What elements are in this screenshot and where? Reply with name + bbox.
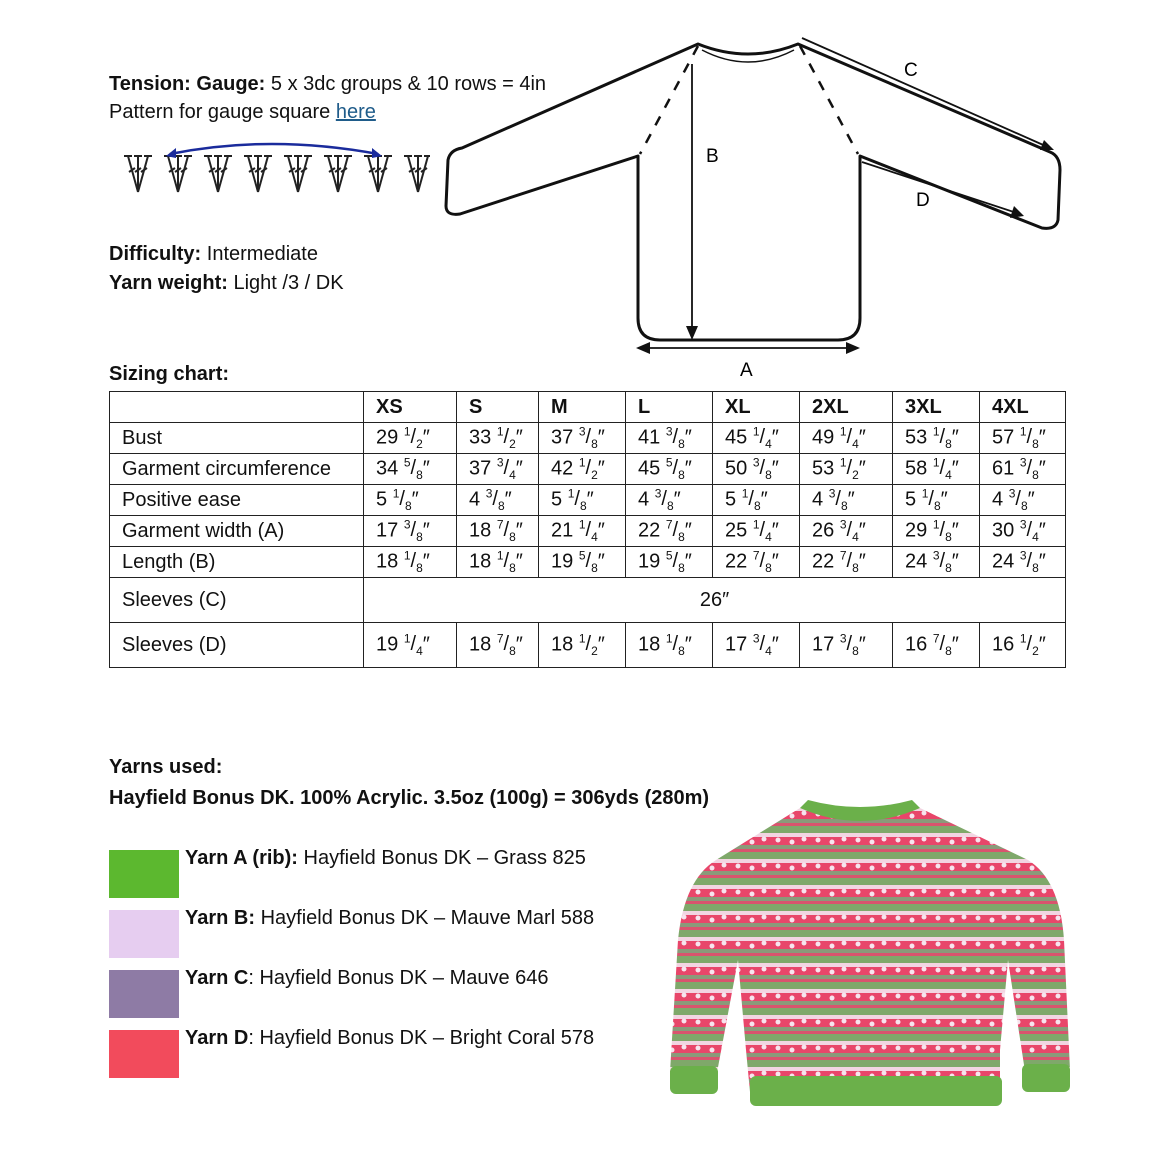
whole: 25	[725, 519, 748, 542]
sizing-title	[109, 360, 229, 388]
numerator: 5	[665, 455, 673, 470]
numerator: 5	[665, 548, 673, 563]
size-cell: 18 $^7/_8''$	[457, 623, 539, 668]
size-cell: 53 $^1/_2''$	[800, 454, 893, 485]
size-header: 3XL	[893, 392, 980, 423]
numerator: 1	[403, 424, 411, 439]
denominator: 8	[416, 468, 423, 483]
numerator: 1	[403, 631, 411, 646]
size-cell: 34 $^5/_8''$	[364, 454, 457, 485]
size-header: 4XL	[980, 392, 1066, 423]
yarn-weight-value: Light /3 / DK	[233, 272, 344, 294]
denominator: 8	[933, 499, 941, 514]
numerator: 3	[485, 486, 493, 501]
size-cell: 25 $^1/_4''$	[713, 516, 800, 547]
size-cell: 5 $^1/_8''$	[713, 485, 800, 516]
denominator: 4	[591, 530, 598, 545]
whole: 21	[551, 519, 574, 542]
size-cell: 21 $^1/_4''$	[539, 516, 626, 547]
size-header: S	[457, 392, 539, 423]
denominator: 2	[1032, 644, 1039, 659]
yarn-item	[185, 1024, 594, 1052]
size-cell: 16 $^7/_8''$	[893, 623, 980, 668]
denominator: 8	[765, 561, 772, 576]
size-cell: 19 $^1/_4''$	[364, 623, 457, 668]
size-cell: 19 $^5/_8''$	[539, 547, 626, 578]
whole: 29	[905, 519, 928, 542]
numerator: 1	[1019, 631, 1027, 646]
yarn-label: Yarn D	[185, 1027, 249, 1049]
size-cell: 24 $^3/_8''$	[980, 547, 1066, 578]
numerator: 1	[496, 548, 504, 563]
gauge-pattern-line	[109, 98, 376, 126]
numerator: 7	[496, 631, 504, 646]
whole: 45	[725, 426, 748, 449]
denominator: 8	[678, 561, 685, 576]
size-cell: 17 $^3/_4''$	[713, 623, 800, 668]
stitch-chart-icon	[120, 138, 430, 198]
size-cell: 4 $^3/_8''$	[800, 485, 893, 516]
size-cell: 29 $^1/_2''$	[364, 423, 457, 454]
whole: 4	[469, 488, 481, 511]
denominator: 8	[678, 437, 685, 452]
size-cell: 5 $^1/_8''$	[893, 485, 980, 516]
size-cell: 45 $^5/_8''$	[626, 454, 713, 485]
size-cell: 17 $^3/_8''$	[364, 516, 457, 547]
denominator: 8	[1032, 437, 1039, 452]
whole: 24	[905, 550, 928, 573]
size-cell: 37 $^3/_4''$	[457, 454, 539, 485]
diagram-label-d: D	[916, 190, 930, 211]
numerator: 3	[665, 424, 673, 439]
numerator: 3	[752, 455, 760, 470]
whole: 24	[992, 550, 1015, 573]
numerator: 7	[932, 631, 940, 646]
whole: 4	[992, 488, 1004, 511]
gauge-value: 5 x 3dc groups & 10 rows = 4in	[270, 73, 547, 95]
row-label: Garment circumference	[110, 454, 364, 485]
yarns-subtitle	[109, 784, 709, 812]
numerator: 1	[741, 486, 749, 501]
numerator: 1	[839, 424, 847, 439]
whole: 53	[812, 457, 835, 480]
numerator: 5	[403, 455, 411, 470]
gauge-label: Gauge:	[196, 73, 266, 95]
size-header-row	[110, 392, 1066, 423]
denominator: 4	[416, 644, 423, 659]
diagram-label-a: A	[740, 360, 753, 381]
whole: 16	[992, 633, 1015, 656]
whole: 18	[551, 633, 574, 656]
numerator: 3	[1019, 517, 1027, 532]
numerator: 3	[839, 517, 847, 532]
whole: 5	[905, 488, 917, 511]
numerator: 3	[578, 424, 586, 439]
whole: 58	[905, 457, 928, 480]
size-cell: 18 $^1/_2''$	[539, 623, 626, 668]
numerator: 1	[392, 486, 400, 501]
size-cell: 22 $^7/_8''$	[713, 547, 800, 578]
denominator: 4	[1032, 530, 1039, 545]
yarn-desc: Hayfield Bonus DK – Mauve Marl 588	[255, 907, 595, 929]
whole: 17	[812, 633, 835, 656]
size-cell: 58 $^1/_4''$	[893, 454, 980, 485]
size-cell: 37 $^3/_8''$	[539, 423, 626, 454]
denominator: 8	[852, 644, 859, 659]
numerator: 1	[1019, 424, 1027, 439]
denominator: 2	[852, 468, 859, 483]
size-cell: 33 $^1/_2''$	[457, 423, 539, 454]
whole: 37	[469, 457, 492, 480]
denominator: 8	[840, 499, 848, 514]
whole: 4	[638, 488, 650, 511]
size-cell: 42 $^1/_2''$	[539, 454, 626, 485]
yarn-item	[185, 964, 549, 992]
denominator: 8	[945, 437, 952, 452]
denominator: 4	[945, 468, 952, 483]
denominator: 8	[765, 468, 772, 483]
size-cell: 53 $^1/_8''$	[893, 423, 980, 454]
denominator: 8	[753, 499, 761, 514]
size-cell: 41 $^3/_8''$	[626, 423, 713, 454]
numerator: 1	[496, 424, 504, 439]
sweater-diagram	[430, 30, 1070, 390]
row-label: Length (B)	[110, 547, 364, 578]
yarn-label: Yarn A (rib):	[185, 847, 298, 869]
whole: 34	[376, 457, 399, 480]
whole: 26	[812, 519, 835, 542]
row-label: Bust	[110, 423, 364, 454]
numerator: 3	[1008, 486, 1016, 501]
numerator: 1	[752, 424, 760, 439]
tension-label: Tension:	[109, 73, 191, 95]
whole: 19	[376, 633, 399, 656]
whole: 17	[725, 633, 748, 656]
denominator: 4	[765, 437, 772, 452]
size-header: XS	[364, 392, 457, 423]
table-row	[110, 423, 1066, 454]
numerator: 1	[567, 486, 575, 501]
whole: 18	[469, 550, 492, 573]
whole: 5	[725, 488, 737, 511]
numerator: 1	[839, 455, 847, 470]
whole: 29	[376, 426, 399, 449]
denominator: 4	[852, 530, 859, 545]
whole: 19	[638, 550, 661, 573]
yarn-item	[185, 844, 586, 872]
table-row	[110, 454, 1066, 485]
denominator: 4	[509, 468, 516, 483]
table-row	[110, 547, 1066, 578]
denominator: 8	[1032, 561, 1039, 576]
yarn-swatch	[109, 970, 179, 1018]
size-cell: 50 $^3/_8''$	[713, 454, 800, 485]
numerator: 3	[1019, 548, 1027, 563]
whole: 18	[469, 519, 492, 542]
denominator: 8	[945, 644, 952, 659]
table-row	[110, 485, 1066, 516]
numerator: 7	[665, 517, 673, 532]
gauge-pattern-link[interactable]: here	[335, 101, 376, 123]
yarn-swatch	[109, 910, 179, 958]
whole: 50	[725, 457, 748, 480]
difficulty-line	[109, 240, 318, 268]
numerator: 5	[578, 548, 586, 563]
size-cell: 22 $^7/_8''$	[800, 547, 893, 578]
denominator: 4	[765, 644, 772, 659]
size-cell: 30 $^3/_4''$	[980, 516, 1066, 547]
denominator: 2	[509, 437, 516, 452]
size-cell: 17 $^3/_8''$	[800, 623, 893, 668]
numerator: 7	[496, 517, 504, 532]
difficulty-value: Intermediate	[206, 243, 318, 265]
denominator: 8	[852, 561, 859, 576]
denominator: 8	[579, 499, 587, 514]
sizing-table	[109, 391, 1066, 668]
numerator: 3	[403, 517, 411, 532]
yarn-desc: Hayfield Bonus DK – Grass 825	[297, 847, 586, 869]
whole: 16	[905, 633, 928, 656]
whole: 4	[812, 488, 824, 511]
denominator: 4	[852, 437, 859, 452]
numerator: 1	[578, 455, 586, 470]
row-label: Sleeves (C)	[110, 578, 364, 623]
size-cell: 16 $^1/_2''$	[980, 623, 1066, 668]
yarn-item	[185, 904, 594, 932]
table-row	[110, 516, 1066, 547]
denominator: 8	[678, 468, 685, 483]
numerator: 3	[654, 486, 662, 501]
numerator: 1	[752, 517, 760, 532]
yarn-weight-line	[109, 269, 344, 297]
size-cell: 26 $^3/_4''$	[800, 516, 893, 547]
yarn-desc: : Hayfield Bonus DK – Mauve 646	[248, 967, 549, 989]
whole: 22	[638, 519, 661, 542]
numerator: 1	[932, 424, 940, 439]
table-row-sleeves-c	[110, 578, 1066, 623]
denominator: 8	[945, 530, 952, 545]
whole: 33	[469, 426, 492, 449]
size-cell: 45 $^1/_4''$	[713, 423, 800, 454]
corner-cell	[110, 392, 364, 423]
numerator: 1	[578, 517, 586, 532]
denominator: 8	[678, 644, 685, 659]
whole: 18	[376, 550, 399, 573]
difficulty-label: Difficulty:	[109, 243, 202, 265]
denominator: 8	[678, 530, 685, 545]
numerator: 3	[828, 486, 836, 501]
denominator: 8	[591, 561, 598, 576]
diagram-label-c: C	[904, 60, 918, 81]
denominator: 8	[416, 530, 423, 545]
gauge-pattern-text: Pattern for gauge square	[109, 101, 336, 123]
denominator: 2	[591, 644, 598, 659]
table-row-sleeves-d	[110, 623, 1066, 668]
sweater-photo	[650, 800, 1070, 1130]
whole: 19	[551, 550, 574, 573]
sleeves-c-value: 26″	[364, 578, 1066, 623]
yarns-title-text: Yarns used:	[109, 756, 223, 778]
size-cell: 18 $^1/_8''$	[457, 547, 539, 578]
size-cell: 4 $^3/_8''$	[626, 485, 713, 516]
whole: 53	[905, 426, 928, 449]
size-cell: 57 $^1/_8''$	[980, 423, 1066, 454]
whole: 30	[992, 519, 1015, 542]
numerator: 3	[839, 631, 847, 646]
whole: 18	[638, 633, 661, 656]
whole: 5	[551, 488, 563, 511]
size-header: XL	[713, 392, 800, 423]
size-cell: 18 $^7/_8''$	[457, 516, 539, 547]
numerator: 1	[578, 631, 586, 646]
denominator: 2	[591, 468, 598, 483]
denominator: 8	[404, 499, 412, 514]
yarn-desc: : Hayfield Bonus DK – Bright Coral 578	[248, 1027, 595, 1049]
size-cell: 18 $^1/_8''$	[364, 547, 457, 578]
sizing-title-text: Sizing chart:	[109, 363, 230, 385]
yarn-weight-label: Yarn weight:	[109, 272, 228, 294]
size-header: L	[626, 392, 713, 423]
size-cell: 5 $^1/_8''$	[364, 485, 457, 516]
size-header: 2XL	[800, 392, 893, 423]
denominator: 8	[591, 437, 598, 452]
yarn-label: Yarn C	[185, 967, 249, 989]
denominator: 8	[666, 499, 674, 514]
diagram-label-b: B	[706, 146, 719, 167]
numerator: 1	[932, 455, 940, 470]
numerator: 3	[752, 631, 760, 646]
denominator: 8	[416, 561, 423, 576]
denominator: 8	[509, 530, 516, 545]
denominator: 8	[509, 561, 516, 576]
whole: 45	[638, 457, 661, 480]
size-header: M	[539, 392, 626, 423]
denominator: 8	[497, 499, 505, 514]
denominator: 8	[1020, 499, 1028, 514]
numerator: 3	[1019, 455, 1027, 470]
size-cell: 4 $^3/_8''$	[980, 485, 1066, 516]
denominator: 2	[416, 437, 423, 452]
yarn-label: Yarn B:	[185, 907, 256, 929]
size-cell: 18 $^1/_8''$	[626, 623, 713, 668]
denominator: 4	[765, 530, 772, 545]
size-cell: 61 $^3/_8''$	[980, 454, 1066, 485]
size-cell: 29 $^1/_8''$	[893, 516, 980, 547]
size-cell: 19 $^5/_8''$	[626, 547, 713, 578]
yarn-swatch	[109, 1030, 179, 1078]
numerator: 3	[496, 455, 504, 470]
whole: 22	[812, 550, 835, 573]
whole: 41	[638, 426, 661, 449]
whole: 49	[812, 426, 835, 449]
whole: 22	[725, 550, 748, 573]
whole: 5	[376, 488, 388, 511]
denominator: 8	[509, 644, 516, 659]
whole: 42	[551, 457, 574, 480]
size-cell: 22 $^7/_8''$	[626, 516, 713, 547]
numerator: 3	[932, 548, 940, 563]
numerator: 1	[403, 548, 411, 563]
row-label: Sleeves (D)	[110, 623, 364, 668]
numerator: 1	[921, 486, 929, 501]
whole: 57	[992, 426, 1015, 449]
whole: 61	[992, 457, 1015, 480]
yarns-title	[109, 753, 222, 781]
yarn-swatch	[109, 850, 179, 898]
size-cell: 5 $^1/_8''$	[539, 485, 626, 516]
whole: 37	[551, 426, 574, 449]
size-cell: 49 $^1/_4''$	[800, 423, 893, 454]
row-label: Positive ease	[110, 485, 364, 516]
numerator: 7	[752, 548, 760, 563]
size-cell: 4 $^3/_8''$	[457, 485, 539, 516]
denominator: 8	[1032, 468, 1039, 483]
size-cell: 24 $^3/_8''$	[893, 547, 980, 578]
whole: 18	[469, 633, 492, 656]
numerator: 7	[839, 548, 847, 563]
row-label: Garment width (A)	[110, 516, 364, 547]
numerator: 1	[932, 517, 940, 532]
whole: 17	[376, 519, 399, 542]
denominator: 8	[945, 561, 952, 576]
yarns-subtitle-text: Hayfield Bonus DK. 100% Acrylic. 3.5oz (100g) = 306yds (280m)	[109, 787, 710, 809]
numerator: 1	[665, 631, 673, 646]
